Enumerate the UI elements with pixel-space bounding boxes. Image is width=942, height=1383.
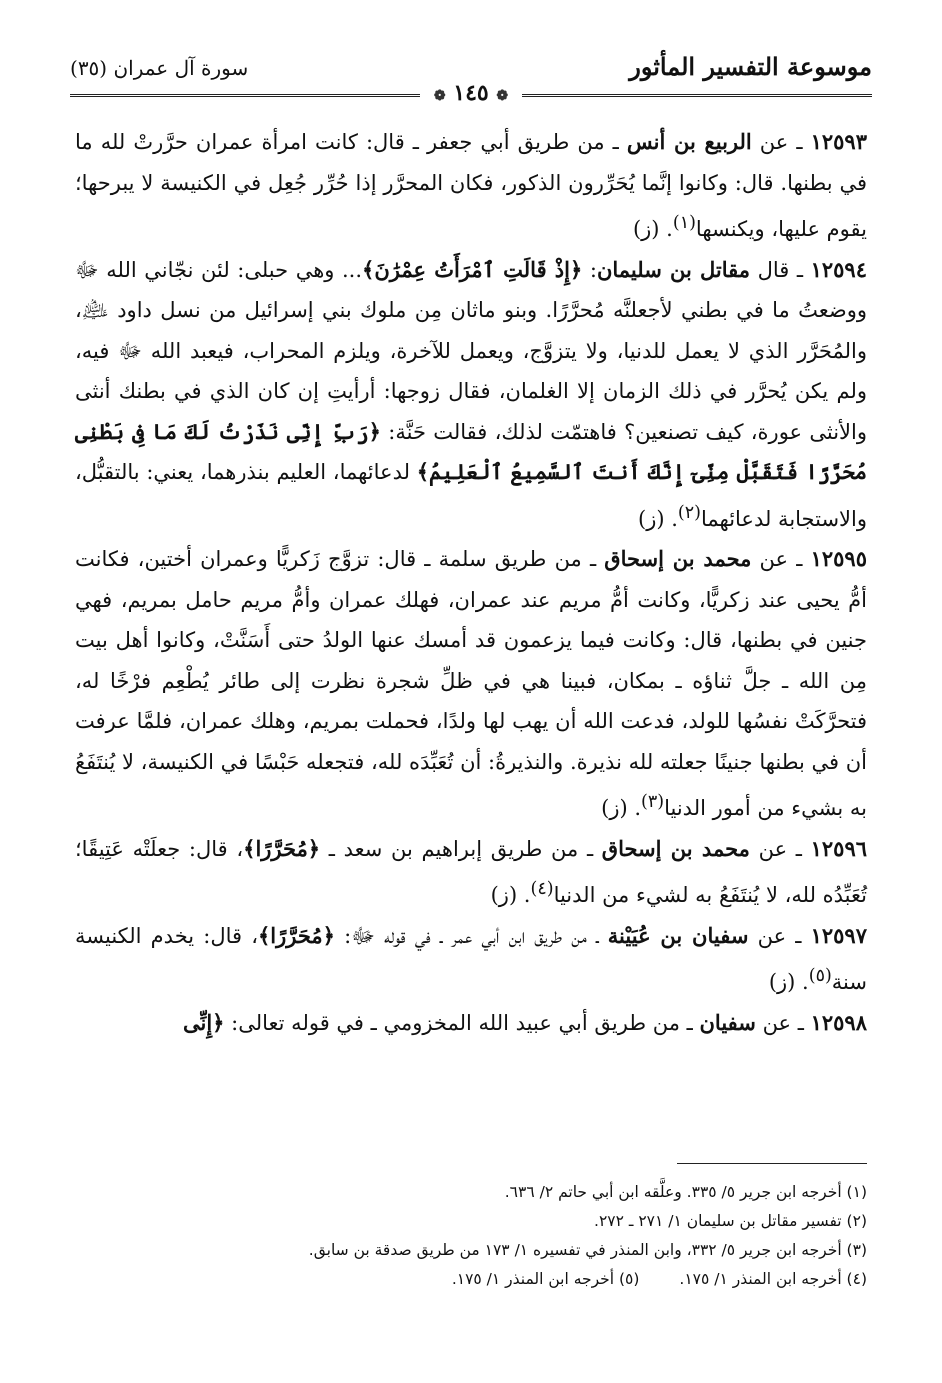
- entry-marker: . (ز): [632, 217, 673, 241]
- quran-quote: ﴿مُحَرَّرًا﴾: [243, 835, 321, 861]
- entry-marker: . (ز): [638, 506, 678, 531]
- entry-text: ـ عن: [755, 1010, 811, 1035]
- entry-text: ... وهي حبلى: لئن نجّاني الله ﷻ ووضعتُ ما في بطني لأجعلنَّه مُحرَّرًا. وبنو ماثان مِن ملوك بني إسرائيل من نسل داود ﵇، والمُحَرَّر الذي لا يعمل للدنيا، ولا يتزوَّج، ويعمل للآخرة، ويلزم المحراب، فيعبد الله ﷻ فيه، ولم يكن يُحرَّر في ذلك الزمان إلا الغلمان، فقال زوجها: أرأيتِ إن كان الذي في بطنك أنثى والأنثى عورة، كيف تصنعين؟ فاهتمّت لذلك، فقالت حَنَّة:: [75, 257, 868, 444]
- narrator-name: سفيان: [699, 1009, 756, 1035]
- book-title: موسوعة التفسير المأثور: [629, 52, 872, 81]
- entry-text: ـ من طريق إبراهيم بن سعد ـ: [320, 836, 602, 861]
- entry-text: ـ من طريق أبي جعفر ـ قال: كانت امرأة عمران حرَّرتْ لله ما في بطنها. قال: وكانوا إنَّما يُحَرِّرون الذكور، فكان المحرَّر إذا حُرِّر جُعِل في الكنيسة لا يبرحها؛ يقوم عليها، ويكنسها: [75, 130, 867, 241]
- entry-text: ـ من طريق أبي عبيد الله المخزومي ـ في قوله تعالى:: [224, 1010, 700, 1035]
- entry-text: لدعائهما، العليم بنذرهما، يعني: بالتقبُّل، والاستجابة لدعائهما: [75, 460, 867, 531]
- footnote-ref: (٥): [808, 966, 832, 986]
- narrator-name: مقاتل بن سليمان: [596, 256, 751, 282]
- footnote-row: [75, 1265, 867, 1294]
- page-number: [70, 80, 872, 106]
- page-number-value: ١٤٥: [453, 80, 489, 106]
- footnote: (١) أخرجه ابن جرير ٥/ ٣٣٥. وعلَّقه ابن أبي حاتم ٢/ ٦٣٦.: [504, 1183, 867, 1201]
- footnote-ref: (١): [672, 213, 696, 233]
- footnote-ref: (٤): [530, 879, 554, 899]
- entry-number: ١٢٥٩٥: [810, 546, 867, 571]
- entry: [75, 829, 867, 916]
- entry-text: ـ من طريق ابن أبي عمر ـ في قوله ﷻ:: [334, 923, 608, 948]
- entry-marker: . (ز): [490, 883, 531, 907]
- entry-text: :: [582, 257, 597, 282]
- entry-text: ـ قال: [750, 257, 811, 282]
- quran-quote: ﴿رَبِّ إِنِّى نَذَرْتُ لَكَ مَا فِى بَطْنِى مُحَرَّرًا فَتَقَبَّلْ مِنِّىٓ إِنَّكَ أَنتَ ٱلسَّمِيعُ ٱلْعَلِيمُ﴾: [75, 418, 867, 484]
- entry-marker: . (ز): [768, 970, 809, 994]
- footnote: (٣) أخرجه ابن جرير ٥/ ٣٣٢، وابن المنذر في تفسيره ١/ ١٧٣ من طريق صدقة بن سابق.: [308, 1241, 867, 1259]
- footnote: (٢) تفسير مقاتل بن سليمان ١/ ٢٧١ ـ ٢٧٢.: [594, 1212, 867, 1230]
- entry-number: ١٢٥٩٣: [810, 129, 867, 154]
- entry: [75, 250, 867, 540]
- entry-text: ـ من طريق سلمة ـ قال: تزوَّج زَكريًّا وعمران أختين، فكانت أمُّ يحيى عند زكريًّا، وكانت أمُّ مريم عند عمران، فهلك عمران وأمُّ مريم حامل بمريم، فهي جنين في بطنها، قال: وكانت فيما يزعمون قد أمسك عنها الولدُ حتى أَسَنَّتْ، وكانوا أهل بيت مِن الله ـ جلَّ ثناؤه ـ بمكان، فبينا هي في ظلِّ شجرة نظرت إلى طائر يُطْعِم فرْخًا له، فتحرَّكَتْ نفسُها للولد، فدعت الله أن يهب لها ولدًا، فحملت بمريم، وهلك عمران، فلمَّا عرفت أن في بطنها جنينًا جعلته لله نذيرة. والنذيرةُ: أن تُعَبِّدَه لله، فتجعله حَبْسًا في الكنيسة، لا يُنتَفَعُ به بشيء من أمور الدنيا: [75, 547, 867, 820]
- entry: [75, 122, 867, 250]
- ornament-icon: ❁: [496, 88, 509, 104]
- entry-number: ١٢٥٩٧: [810, 922, 867, 948]
- footnote-ref: (٢): [677, 502, 701, 523]
- footnotes: [75, 1178, 867, 1294]
- footnote: (٥) أخرجه ابن المنذر ١/ ١٧٥.: [451, 1270, 640, 1288]
- entry: [75, 539, 867, 829]
- narrator-name: سفيان بن عُيَيْنة: [607, 922, 749, 948]
- entry-marker: . (ز): [601, 796, 642, 820]
- entry-number: ١٢٥٩٨: [810, 1009, 867, 1035]
- quran-quote: ﴿إِذْ قَالَتِ ٱمْرَأَتُ عِمْرَٰنَ﴾: [362, 256, 583, 282]
- entry: [75, 1003, 867, 1044]
- main-text: [75, 122, 867, 1043]
- surah-title: سورة آل عمران (٣٥): [70, 56, 249, 80]
- footnote: (٤) أخرجه ابن المنذر ١/ ١٧٥.: [679, 1270, 867, 1288]
- footnote-ref: (٣): [641, 792, 665, 812]
- entry-text: ـ عن: [751, 547, 811, 571]
- footnote-separator: [677, 1163, 867, 1164]
- narrator-name: محمد بن إسحاق: [601, 835, 750, 861]
- ornament-icon: ❁: [433, 88, 446, 104]
- entry-text: ـ عن: [748, 923, 811, 948]
- quran-quote: ﴿إِنِّى: [182, 1009, 225, 1035]
- entry-text: ـ عن: [751, 130, 811, 154]
- page-header: [70, 52, 872, 106]
- narrator-name: الربيع بن أنس: [626, 129, 752, 154]
- entry-text: ـ عن: [749, 836, 811, 861]
- entry: [75, 916, 867, 1003]
- quran-quote: ﴿مُحَرَّرًا﴾: [257, 922, 335, 948]
- entry-text: ، قال: يخدم الكنيسة سنة: [75, 923, 867, 994]
- entry-number: ١٢٥٩٤: [810, 256, 867, 282]
- narrator-name: محمد بن إسحاق: [604, 546, 752, 571]
- entry-text: ، قال: جعلَتْه عَتِيقًا؛ تُعَبِّدُه لله، لا يُنتَفَعُ به لشيء من الدنيا: [75, 836, 867, 907]
- entry-number: ١٢٥٩٦: [810, 835, 868, 861]
